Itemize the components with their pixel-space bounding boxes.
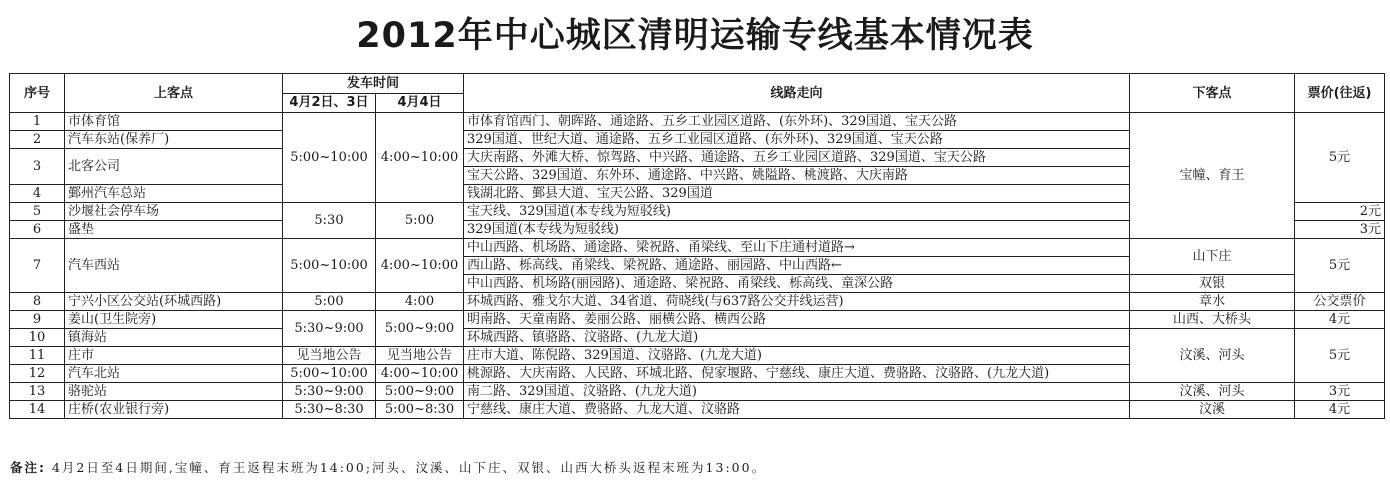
route-cell: 宁慈线、康庄大道、费骆路、九龙大道、汶骆路 (464, 401, 1130, 419)
depart-time-apr4: 见当地公告 (376, 347, 464, 365)
route-cell: 环城西路、雅戈尔大道、34省道、荷晓线(与637路公交并线运营) (464, 293, 1130, 311)
seq-cell: 13 (10, 383, 65, 401)
seq-cell: 1 (10, 113, 65, 131)
board-cell: 汽车西站 (65, 239, 283, 293)
board-cell: 汽车东站(保养厂) (65, 131, 283, 149)
route-cell: 329国道、世纪大道、通途路、五乡工业园区道路、(东外环)、329国道、宝天公路 (464, 131, 1130, 149)
footnote-label: 备注: (10, 460, 46, 475)
header-apr4: 4月4日 (376, 93, 464, 113)
table-row (10, 113, 1385, 131)
fare-cell: 3元 (1295, 221, 1385, 239)
board-cell: 沙堰社会停车场 (65, 203, 283, 221)
board-cell: 汽车北站 (65, 365, 283, 383)
board-cell: 镇海站 (65, 329, 283, 347)
footnote (10, 458, 766, 476)
route-cell: 南二路、329国道、汶骆路、(九龙大道) (464, 383, 1130, 401)
fare-cell: 4元 (1295, 311, 1385, 329)
route-cell: 宝天公路、329国道、东外环、通途路、中兴路、姚隘路、桃渡路、大庆南路 (464, 167, 1130, 185)
route-cell: 宝天线、329国道(本专线为短驳线) (464, 203, 1130, 221)
depart-time-apr4: 4:00~10:00 (376, 113, 464, 203)
route-cell: 明南路、天童南路、姜丽公路、丽横公路、横西公路 (464, 311, 1130, 329)
footnote-text: 4月2日至4日期间,宝幢、育王返程末班为14:00;河头、汶溪、山下庄、双银、山西大桥头返程末班为13:00。 (51, 460, 767, 475)
depart-time-apr23: 5:30~8:30 (283, 401, 376, 419)
seq-cell: 3 (10, 149, 65, 185)
table-row (10, 401, 1385, 419)
seq-cell: 10 (10, 329, 65, 347)
table-row (10, 239, 1385, 257)
header-fare: 票价(往返) (1295, 74, 1385, 113)
board-cell: 宁兴小区公交站(环城西路) (65, 293, 283, 311)
fare-cell: 5元 (1295, 239, 1385, 293)
header-board: 上客点 (65, 74, 283, 113)
table-row (10, 329, 1385, 347)
schedule-table (9, 73, 1385, 419)
table-row (10, 383, 1385, 401)
alight-cell: 宝幢、育王 (1130, 113, 1295, 239)
depart-time-apr23: 5:00 (283, 293, 376, 311)
fare-cell: 4元 (1295, 401, 1385, 419)
board-cell: 北客公司 (65, 149, 283, 185)
board-cell: 盛垫 (65, 221, 283, 239)
route-cell: 钱湖北路、鄞县大道、宝天公路、329国道 (464, 185, 1130, 203)
header-alight: 下客点 (1130, 74, 1295, 113)
board-cell: 姜山(卫生院旁) (65, 311, 283, 329)
route-cell: 329国道(本专线为短驳线) (464, 221, 1130, 239)
depart-time-apr4: 5:00 (376, 203, 464, 239)
depart-time-apr4: 4:00~10:00 (376, 239, 464, 293)
depart-time-apr23: 5:00~10:00 (283, 113, 376, 203)
seq-cell: 11 (10, 347, 65, 365)
fare-cell: 5元 (1295, 329, 1385, 383)
depart-time-apr23: 见当地公告 (283, 347, 376, 365)
seq-cell: 5 (10, 203, 65, 221)
depart-time-apr4: 5:00~8:30 (376, 401, 464, 419)
seq-cell: 8 (10, 293, 65, 311)
depart-time-apr23: 5:30~9:00 (283, 383, 376, 401)
seq-cell: 6 (10, 221, 65, 239)
route-cell: 桃源路、大庆南路、人民路、环城北路、倪家堰路、宁慈线、康庄大道、费骆路、汶骆路、(九龙大道) (464, 365, 1130, 383)
route-cell: 环城西路、镇骆路、汶骆路、(九龙大道) (464, 329, 1130, 347)
depart-time-apr23: 5:00~10:00 (283, 239, 376, 293)
route-cell: 大庆南路、外滩大桥、惊驾路、中兴路、通途路、五乡工业园区道路、329国道、宝天公路 (464, 149, 1130, 167)
route-cell: 中山西路、机场路(丽园路)、通途路、梁祝路、甬梁线、栎高线、童深公路 (464, 275, 1130, 293)
alight-cell: 汶溪、河头 (1130, 383, 1295, 401)
seq-cell: 9 (10, 311, 65, 329)
alight-cell: 山下庄 (1130, 239, 1295, 275)
depart-time-apr4: 4:00 (376, 293, 464, 311)
board-cell: 庄市 (65, 347, 283, 365)
route-cell: 市体育馆西门、朝晖路、通途路、五乡工业园区道路、(东外环)、329国道、宝天公路 (464, 113, 1130, 131)
route-cell: 西山路、栎高线、甬梁线、梁祝路、通途路、丽园路、中山西路← (464, 257, 1130, 275)
alight-cell: 汶溪 (1130, 401, 1295, 419)
alight-cell: 章水 (1130, 293, 1295, 311)
alight-cell: 双银 (1130, 275, 1295, 293)
table-row (10, 293, 1385, 311)
header-apr23: 4月2日、3日 (283, 93, 376, 113)
board-cell: 庄桥(农业银行旁) (65, 401, 283, 419)
depart-time-apr23: 5:30 (283, 203, 376, 239)
depart-time-apr23: 5:00~10:00 (283, 365, 376, 383)
fare-cell: 2元 (1295, 203, 1385, 221)
seq-cell: 2 (10, 131, 65, 149)
seq-cell: 12 (10, 365, 65, 383)
fare-cell: 5元 (1295, 113, 1385, 203)
table-title: 2012年中心城区清明运输专线基本情况表 (356, 16, 1034, 56)
header-route: 线路走向 (464, 74, 1130, 113)
fare-cell: 3元 (1295, 383, 1385, 401)
board-cell: 市体育馆 (65, 113, 283, 131)
header-seq: 序号 (10, 74, 65, 113)
table-row (10, 311, 1385, 329)
fare-cell: 公交票价 (1295, 293, 1385, 311)
depart-time-apr23: 5:30~9:00 (283, 311, 376, 347)
alight-cell: 汶溪、河头 (1130, 329, 1295, 383)
header-depart: 发车时间 (283, 74, 464, 94)
route-cell: 庄市大道、陈倪路、329国道、汶骆路、(九龙大道) (464, 347, 1130, 365)
seq-cell: 14 (10, 401, 65, 419)
depart-time-apr4: 4:00~10:00 (376, 365, 464, 383)
route-cell: 中山西路、机场路、通途路、梁祝路、甬梁线、至山下庄通村道路→ (464, 239, 1130, 257)
board-cell: 鄞州汽车总站 (65, 185, 283, 203)
alight-cell: 山西、大桥头 (1130, 311, 1295, 329)
seq-cell: 7 (10, 239, 65, 293)
depart-time-apr4: 5:00~9:00 (376, 311, 464, 347)
depart-time-apr4: 5:00~9:00 (376, 383, 464, 401)
board-cell: 骆驼站 (65, 383, 283, 401)
seq-cell: 4 (10, 185, 65, 203)
